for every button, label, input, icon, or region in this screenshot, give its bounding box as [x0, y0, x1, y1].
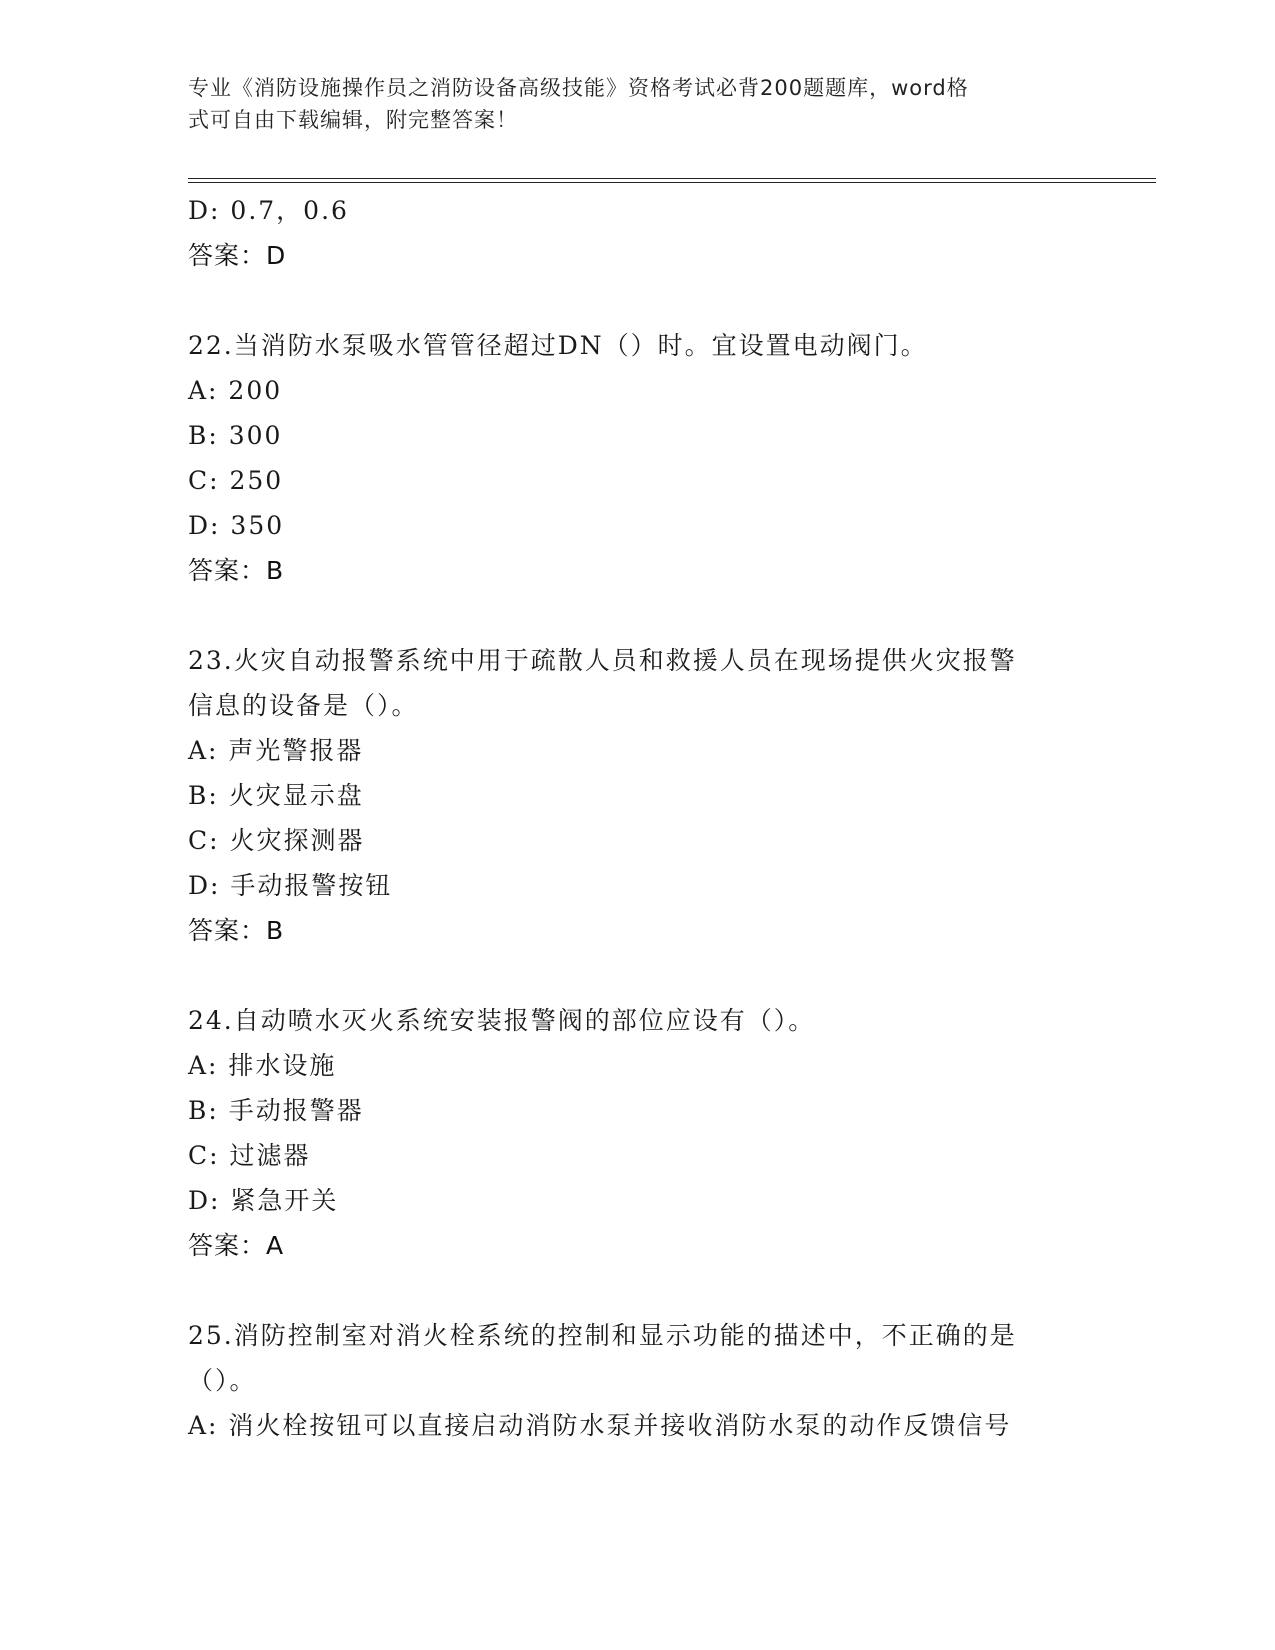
document-header	[188, 72, 1068, 136]
answer-line: 答案：D	[188, 241, 287, 270]
question-23	[188, 638, 1088, 954]
option-d: D: 紧急开关	[188, 1186, 339, 1215]
question-content	[188, 188, 1088, 1448]
question-text-line-2: 信息的设备是（）。	[188, 691, 419, 720]
option-a: A: 200	[188, 376, 283, 405]
question-text-line-2: （）。	[188, 1366, 257, 1395]
question-24	[188, 998, 1088, 1269]
question-text-line-1: 23.火灾自动报警系统中用于疏散人员和救援人员在现场提供火灾报警	[188, 646, 1017, 675]
header-divider-bottom	[188, 182, 1156, 183]
header-divider-top	[188, 178, 1156, 179]
option-b: B: 火灾显示盘	[188, 781, 364, 810]
answer-line: 答案：A	[188, 1231, 285, 1260]
option-a: A: 排水设施	[188, 1051, 337, 1080]
option-a: A: 消火栓按钮可以直接启动消防水泵并接收消防水泵的动作反馈信号	[188, 1411, 1012, 1440]
question-text: 22.当消防水泵吸水管管径超过DN（）时。宜设置电动阀门。	[188, 331, 928, 360]
option-c: C: 火灾探测器	[188, 826, 365, 855]
header-line-1: 专业《消防设施操作员之消防设备高级技能》资格考试必背200题题库，word格	[188, 76, 969, 100]
question-22	[188, 323, 1088, 594]
previous-question-tail	[188, 188, 1088, 279]
option-d: D: 0.7，0.6	[188, 196, 349, 225]
option-d: D: 350	[188, 511, 285, 540]
question-25	[188, 1313, 1088, 1448]
question-text-line-1: 25.消防控制室对消火栓系统的控制和显示功能的描述中，不正确的是	[188, 1321, 1017, 1350]
option-c: C: 过滤器	[188, 1141, 311, 1170]
question-text: 24.自动喷水灭火系统安装报警阀的部位应设有（）。	[188, 1006, 816, 1035]
header-line-2: 式可自由下载编辑，附完整答案！	[188, 108, 518, 132]
option-c: C: 250	[188, 466, 284, 495]
option-d: D: 手动报警按钮	[188, 871, 393, 900]
answer-line: 答案：B	[188, 916, 285, 945]
option-a: A: 声光警报器	[188, 736, 364, 765]
option-b: B: 手动报警器	[188, 1096, 364, 1125]
option-b: B: 300	[188, 421, 283, 450]
answer-line: 答案：B	[188, 556, 285, 585]
